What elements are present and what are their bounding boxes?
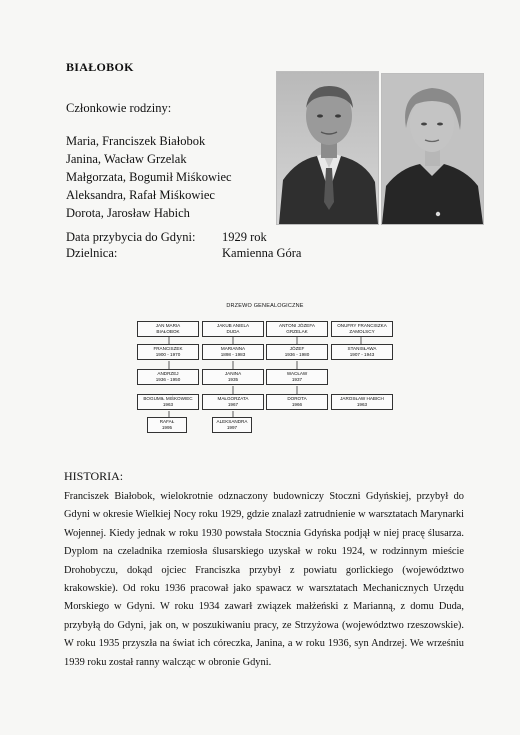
portrait-photo-woman [381,73,484,225]
tree-node: WACŁAW 1937 [266,369,328,385]
tree-node: MAŁGORZATA 1967 [202,394,264,410]
tree-node: ANDRZEJ 1936 - 1950 [137,369,199,385]
member-line: Janina, Wacław Grzelak [66,152,187,166]
tree-node: FRANCISZEK 1900 - 1970 [137,344,199,360]
tree-node: BOGUMIŁ MIŚKOWIEC 1963 [137,394,199,410]
members-heading: Członkowie rodziny: [66,101,172,115]
tree-node: DOROTA 1966 [266,394,328,410]
member-line: Małgorzata, Bogumił Miśkowiec [66,170,232,184]
tree-node: MARIANNA 1898 - 1983 [202,344,264,360]
member-line: Aleksandra, Rafał Miśkowiec [66,188,215,202]
history-paragraph: Franciszek Białobok, wielokrotnie odznaczony budowniczy Stoczni Gdyńskiej, przybył do Gdyni w okresie Wielkiej Nocy roku 1929, gdzie znalazł zatrudnienie w warsztatach Marynarki Wojennej. Kiedy jednak w roku 1930 powstała Stocznia Gdyńska podjął w niej pracę ślusarza. Dyplom na czeladnika rzemiosła ślusarskiego uzyskał w roku 1924, w rodzinnym mieście Drohobyczu, dokąd ojciec Franciszka przybył z powiatu gorlickiego (województwo krakowskie). Od roku 1936 pracował jako spawacz w warsztatach Mechanicznych Urzędu Morskiego w Gdyni. W roku 1934 zawarł związek małżeński z Marianną, z domu Duda, przybyłą do Gdyni, jak on, w poszukiwaniu pracy, ze Strzyżowa (województwo rzeszowskie). W roku 1935 przyszła na świat ich córeczka, Janina, a w roku 1936, syn Andrzej. We wrześniu 1939 roku został ranny walcząc w obronie Gdyni. [64,491,464,668]
tree-title: DRZEWO GENEALOGICZNE [226,303,304,309]
district-value: Kamienna Góra [222,246,302,260]
tree-node: ALEKSANDRA 1997 [212,417,252,433]
tree-node: ANTONI JÓZEFA GRZELAK [266,321,328,337]
member-line: Dorota, Jarosław Habich [66,206,190,220]
member-line: Maria, Franciszek Białobok [66,134,206,148]
tree-node: JAKUB ANIELA DUDA [202,321,264,337]
history-heading: HISTORIA: [64,469,124,483]
tree-node: RAFAŁ 1995 [147,417,187,433]
tree-node: JANINA 1935 [202,369,264,385]
members-list [66,132,232,222]
arrival-label: Data przybycia do Gdyni: [66,230,196,244]
tree-node: JAN MARIA BIAŁOBOK [137,321,199,337]
tree-node: JAROSŁAW HABICH 1963 [331,394,393,410]
family-tree [137,303,393,438]
tree-node: ONUFRY FRANCISZKA ZAMOLSCY [331,321,393,337]
family-title: BIAŁOBOK [66,60,134,74]
tree-node: STANISŁAWA 1907 - 1943 [331,344,393,360]
tree-node: JÓZEF 1936 - 1980 [266,344,328,360]
arrival-value: 1929 rok [222,230,267,244]
portrait-photo-man [276,71,379,225]
district-label: Dzielnica: [66,246,118,260]
